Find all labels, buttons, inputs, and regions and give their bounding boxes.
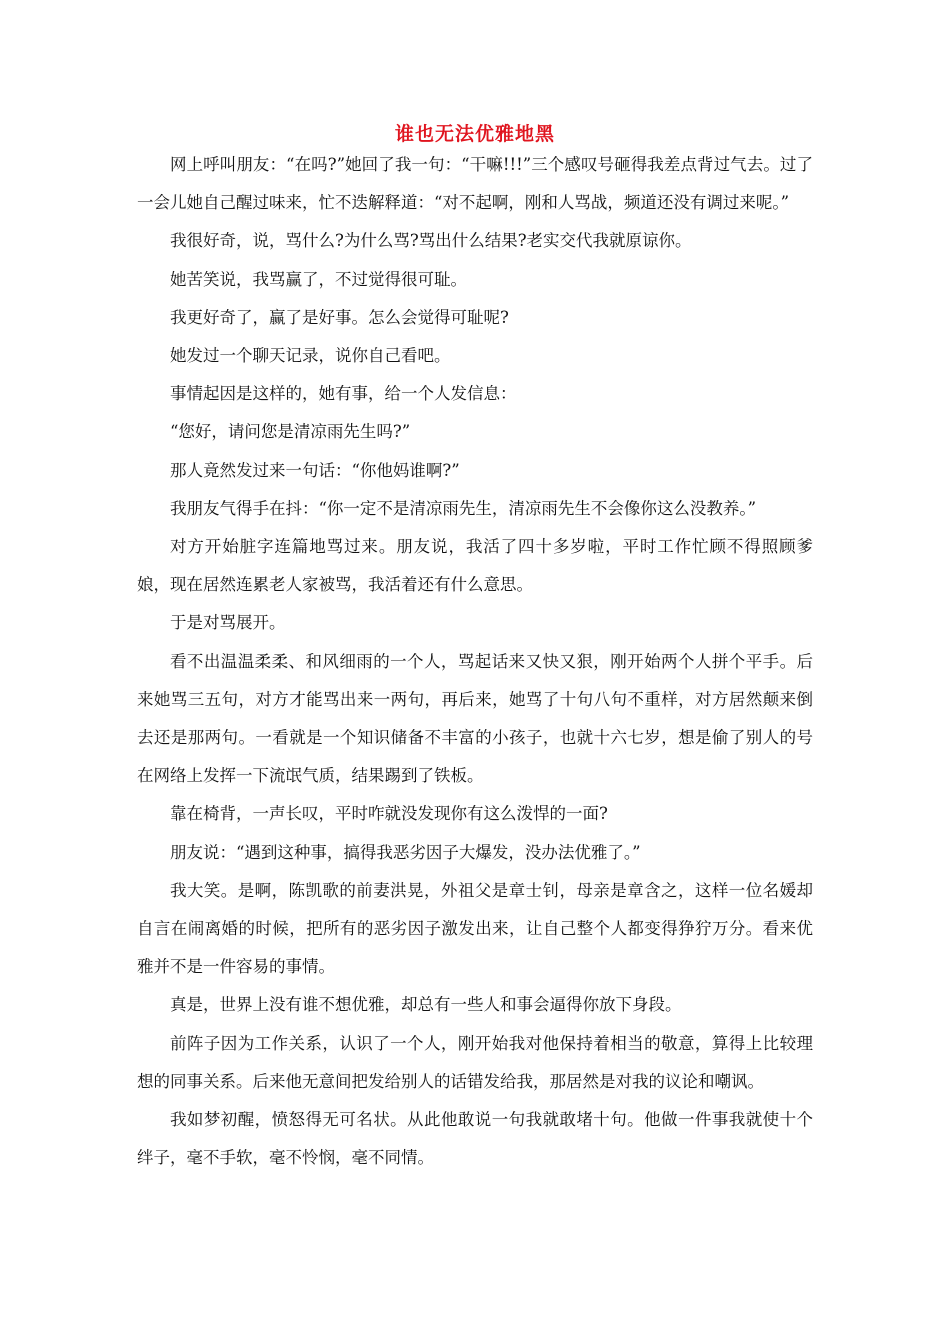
- paragraph-9: 我朋友气得手在抖：“你一定不是清凉雨先生，清凉雨先生不会像你这么没教养。”: [170, 498, 757, 518]
- paragraph-2: 我很好奇，说，骂什么?为什么骂?骂出什么结果?老实交代我就原谅你。: [170, 231, 692, 251]
- paragraph-6: 事情起因是这样的，她有事，给一个人发信息：: [170, 384, 517, 404]
- paragraph-12: 看不出温温柔柔、和风细雨的一个人，骂起话来又快又狠，刚开始两个人拼个平手。后来她骂三五句，对方才能骂出来一两句，再后来，她骂了十句八句不重样，对方居然颠来倒去还是那两句。一看就是一个知识储备不丰富的小孩子，也就十六七岁，想是偷了别人的号在网络上发挥一下流氓气质，结果踢到了铁板。: [137, 651, 813, 786]
- paragraph-8: 那人竟然发过来一句话：“你他妈谁啊?”: [170, 460, 460, 480]
- paragraph-15: 我大笑。是啊，陈凯歌的前妻洪晃，外祖父是章士钊，母亲是章含之，这样一位名媛却自言在闹离婚的时候，把所有的恶劣因子激发出来，让自己整个人都变得狰狞万分。看来优雅并不是一件容易的事情。: [137, 880, 813, 977]
- document-body: [137, 146, 813, 1177]
- paragraph-7: “您好，请问您是清凉雨先生吗?”: [170, 422, 411, 442]
- paragraph-11: 于是对骂展开。: [170, 613, 286, 633]
- paragraph-1: 网上呼叫朋友：“在吗?”她回了我一句：“干嘛!!!”三个感叹号砸得我差点背过气去。过了一会儿她自己醒过味来，忙不迭解释道：“对不起啊，刚和人骂战，频道还没有调过来呢。”: [137, 155, 813, 213]
- paragraph-4: 我更好奇了，赢了是好事。怎么会觉得可耻呢?: [170, 307, 509, 327]
- paragraph-13: 靠在椅背，一声长叹，平时咋就没发现你有这么泼悍的一面?: [170, 804, 608, 824]
- paragraph-18: 我如梦初醒，愤怒得无可名状。从此他敢说一句我就敢堵十句。他做一件事我就使十个绊子，毫不手软，毫不怜悯，毫不同情。: [137, 1110, 813, 1168]
- paragraph-17: 前阵子因为工作关系，认识了一个人，刚开始我对他保持着相当的敬意，算得上比较理想的同事关系。后来他无意间把发给别人的话错发给我，那居然是对我的议论和嘲讽。: [137, 1033, 813, 1091]
- paragraph-16: 真是，世界上没有谁不想优雅，却总有一些人和事会逼得你放下身段。: [170, 995, 682, 1015]
- paragraph-14: 朋友说：“遇到这种事，搞得我恶劣因子大爆发，没办法优雅了。”: [170, 842, 641, 862]
- paragraph-10: 对方开始脏字连篇地骂过来。朋友说，我活了四十多岁啦，平时工作忙顾不得照顾爹娘，现在居然连累老人家被骂，我活着还有什么意思。: [137, 537, 813, 595]
- paragraph-5: 她发过一个聊天记录，说你自己看吧。: [170, 346, 451, 366]
- paragraph-3: 她苦笑说，我骂赢了，不过觉得很可耻。: [170, 269, 467, 289]
- document-title: 谁也无法优雅地黑: [394, 123, 555, 145]
